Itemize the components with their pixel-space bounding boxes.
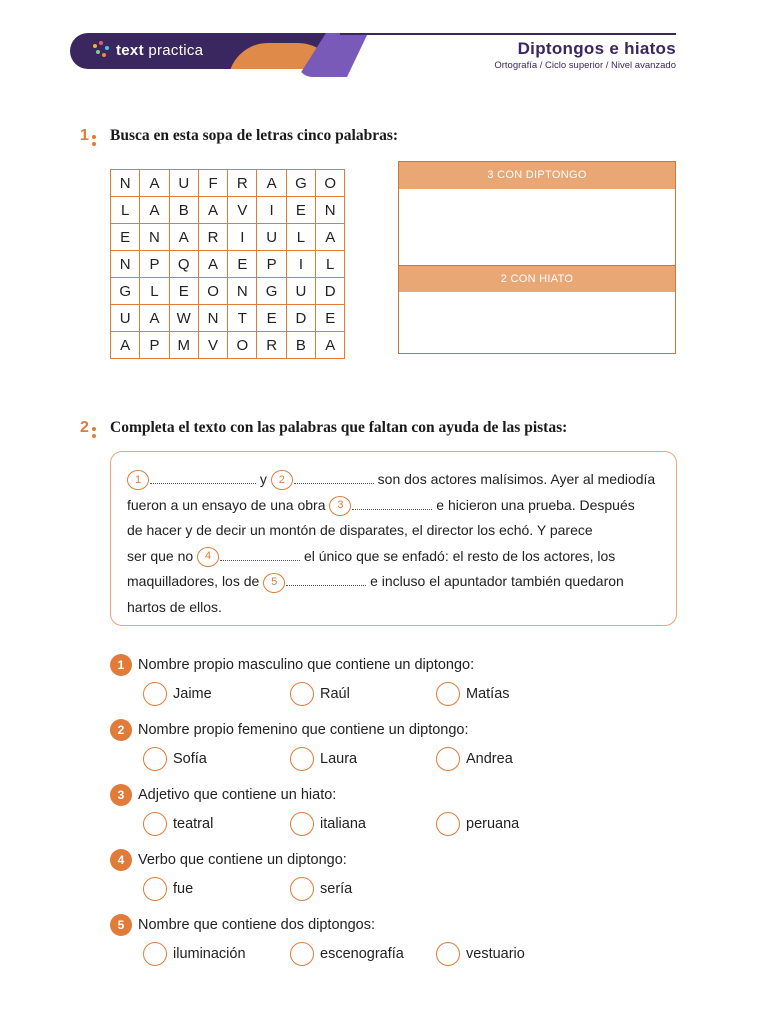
option-row: [110, 682, 680, 712]
grid-cell[interactable]: N: [198, 305, 227, 332]
radio-circle-icon[interactable]: [290, 812, 314, 836]
grid-cell[interactable]: T: [228, 305, 257, 332]
grid-cell[interactable]: P: [140, 332, 169, 359]
option[interactable]: [436, 747, 513, 771]
document-subtitle: Ortografía / Ciclo superior / Nivel avanzado: [494, 60, 676, 71]
grid-cell[interactable]: N: [140, 224, 169, 251]
question-number-badge: 5: [110, 914, 132, 936]
grid-cell[interactable]: R: [228, 170, 257, 197]
grid-cell[interactable]: A: [140, 197, 169, 224]
clue-marker-3: 3: [329, 496, 351, 516]
section-2-instruction: Completa el texto con las palabras que faltan con ayuda de las pistas:: [110, 419, 568, 436]
logo-mark-icon: [92, 41, 110, 59]
grid-cell[interactable]: A: [169, 224, 198, 251]
radio-circle-icon[interactable]: [436, 682, 460, 706]
option[interactable]: [290, 682, 350, 706]
option-label: iluminación: [173, 946, 246, 962]
option[interactable]: [143, 942, 246, 966]
grid-cell[interactable]: A: [198, 251, 227, 278]
option-label: vestuario: [466, 946, 525, 962]
title-block: [494, 39, 676, 71]
grid-cell[interactable]: V: [228, 197, 257, 224]
question-2: [110, 718, 680, 777]
blank-4[interactable]: [220, 548, 300, 561]
radio-circle-icon[interactable]: [143, 682, 167, 706]
question-prompt: Adjetivo que contiene un hiato:: [138, 787, 337, 803]
word-search-grid: [110, 169, 345, 359]
grid-cell[interactable]: B: [286, 332, 315, 359]
grid-cell[interactable]: E: [169, 278, 198, 305]
option-label: Matías: [466, 686, 510, 702]
grid-cell[interactable]: U: [111, 305, 140, 332]
question-prompt: Nombre que contiene dos diptongos:: [138, 917, 375, 933]
grid-cell[interactable]: B: [169, 197, 198, 224]
question-prompt: Nombre propio masculino que contiene un diptongo:: [138, 657, 475, 673]
grid-cell[interactable]: A: [316, 332, 345, 359]
radio-circle-icon[interactable]: [143, 877, 167, 901]
question-prompt: Verbo que contiene un diptongo:: [138, 852, 347, 868]
question-header: [110, 848, 680, 872]
grid-cell[interactable]: G: [257, 278, 286, 305]
radio-circle-icon[interactable]: [143, 747, 167, 771]
grid-row: [111, 170, 345, 197]
option[interactable]: [436, 682, 510, 706]
grid-cell[interactable]: E: [228, 251, 257, 278]
grid-cell[interactable]: E: [257, 305, 286, 332]
question-number-badge: 3: [110, 784, 132, 806]
grid-cell[interactable]: R: [198, 224, 227, 251]
grid-cell[interactable]: O: [316, 170, 345, 197]
logo-text: text practica: [116, 41, 204, 59]
grid-cell[interactable]: Q: [169, 251, 198, 278]
question-1: [110, 653, 680, 712]
grid-cell[interactable]: N: [228, 278, 257, 305]
grid-cell[interactable]: P: [257, 251, 286, 278]
grid-cell[interactable]: F: [198, 170, 227, 197]
grid-cell[interactable]: A: [140, 305, 169, 332]
option-row: [110, 942, 680, 972]
grid-row: [111, 197, 345, 224]
grid-cell[interactable]: I: [228, 224, 257, 251]
option-label: teatral: [173, 816, 214, 832]
option[interactable]: [290, 747, 357, 771]
option-label: peruana: [466, 816, 520, 832]
grid-cell[interactable]: G: [286, 170, 315, 197]
grid-cell[interactable]: L: [111, 197, 140, 224]
option-row: [110, 812, 680, 842]
grid-row: [111, 251, 345, 278]
grid-cell[interactable]: O: [198, 278, 227, 305]
radio-circle-icon[interactable]: [290, 942, 314, 966]
option[interactable]: [436, 812, 519, 836]
radio-circle-icon[interactable]: [436, 747, 460, 771]
grid-cell[interactable]: I: [257, 197, 286, 224]
hiato-answer-area[interactable]: [399, 292, 675, 353]
question-number-badge: 2: [110, 719, 132, 741]
clue-marker-5: 5: [263, 573, 285, 593]
question-header: [110, 718, 680, 742]
section-1-number: 1: [80, 127, 89, 144]
radio-circle-icon[interactable]: [436, 812, 460, 836]
diptongo-answer-header: 3 CON DIPTONGO: [399, 162, 675, 189]
page-header: [70, 33, 676, 77]
blank-3[interactable]: [352, 497, 432, 510]
grid-cell[interactable]: U: [286, 278, 315, 305]
question-header: [110, 913, 680, 937]
grid-cell[interactable]: W: [169, 305, 198, 332]
question-5: [110, 913, 680, 972]
section-1-instruction: Busca en esta sopa de letras cinco palabras:: [110, 127, 399, 144]
clue-marker-2: 2: [271, 470, 293, 490]
section-2-number: 2: [80, 419, 89, 436]
grid-cell[interactable]: N: [111, 251, 140, 278]
clue-marker-4: 4: [197, 547, 219, 567]
option[interactable]: [143, 877, 193, 901]
radio-circle-icon[interactable]: [290, 877, 314, 901]
grid-cell[interactable]: E: [111, 224, 140, 251]
radio-circle-icon[interactable]: [143, 812, 167, 836]
grid-row: [111, 305, 345, 332]
radio-circle-icon[interactable]: [436, 942, 460, 966]
option-row: [110, 747, 680, 777]
question-prompt: Nombre propio femenino que contiene un diptongo:: [138, 722, 469, 738]
option-label: escenografía: [320, 946, 404, 962]
grid-row: [111, 224, 345, 251]
question-number-badge: 4: [110, 849, 132, 871]
grid-cell[interactable]: A: [198, 197, 227, 224]
cloze-text-box: [110, 451, 677, 626]
grid-cell[interactable]: N: [316, 197, 345, 224]
grid-cell[interactable]: A: [140, 170, 169, 197]
logo: [92, 41, 203, 59]
grid-row: [111, 332, 345, 359]
option[interactable]: [143, 812, 213, 836]
grid-cell[interactable]: G: [111, 278, 140, 305]
grid-cell[interactable]: D: [316, 278, 345, 305]
radio-circle-icon[interactable]: [290, 747, 314, 771]
grid-cell[interactable]: O: [228, 332, 257, 359]
grid-cell[interactable]: U: [257, 224, 286, 251]
question-3: [110, 783, 680, 842]
blank-1[interactable]: [150, 471, 256, 484]
radio-circle-icon[interactable]: [143, 942, 167, 966]
blank-2[interactable]: [294, 471, 374, 484]
grid-cell[interactable]: L: [140, 278, 169, 305]
grid-cell[interactable]: A: [111, 332, 140, 359]
cloze-paragraph: 1 y 2 son dos actores malísimos. Ayer al mediodía fueron a un ensayo de una obra 3 e hicieron una prueba. Después de hacer y de decir un montón de disparates, el director los echó. Y parece ser que no 4 el único que se enfadó: el resto de los actores, los maquilladores, los de 5 e incluso el apuntador también quedaron hartos de ellos.: [127, 471, 656, 615]
option-label: fue: [173, 881, 194, 897]
diptongo-answer-area[interactable]: [399, 189, 675, 265]
option[interactable]: [143, 682, 212, 706]
option-row: [110, 877, 680, 907]
option[interactable]: [436, 942, 525, 966]
radio-circle-icon[interactable]: [290, 682, 314, 706]
grid-cell[interactable]: P: [140, 251, 169, 278]
option[interactable]: [143, 747, 207, 771]
grid-row: [111, 278, 345, 305]
option[interactable]: [290, 942, 404, 966]
option-label: Laura: [320, 751, 358, 767]
question-header: [110, 653, 680, 677]
option[interactable]: [290, 812, 366, 836]
option[interactable]: [290, 877, 352, 901]
blank-5[interactable]: [286, 573, 366, 586]
grid-cell[interactable]: D: [286, 305, 315, 332]
document-title: Diptongos e hiatos: [517, 39, 676, 58]
clue-marker-1: 1: [127, 470, 149, 490]
grid-cell[interactable]: L: [316, 251, 345, 278]
option-label: Raúl: [320, 686, 350, 702]
grid-cell[interactable]: M: [169, 332, 198, 359]
question-header: [110, 783, 680, 807]
grid-cell[interactable]: L: [286, 224, 315, 251]
option-label: italiana: [320, 816, 366, 832]
option-label: sería: [320, 881, 353, 897]
grid-cell[interactable]: A: [257, 170, 286, 197]
diptongo-answer-box[interactable]: [398, 161, 676, 354]
option-label: Andrea: [466, 751, 513, 767]
question-4: [110, 848, 680, 907]
hiato-answer-header: 2 CON HIATO: [399, 265, 675, 292]
option-label: Jaime: [173, 686, 212, 702]
grid-cell[interactable]: N: [111, 170, 140, 197]
grid-cell[interactable]: U: [169, 170, 198, 197]
header-rule: [340, 33, 676, 35]
grid-cell[interactable]: E: [286, 197, 315, 224]
option-label: Sofía: [173, 751, 207, 767]
question-number-badge: 1: [110, 654, 132, 676]
grid-cell[interactable]: V: [198, 332, 227, 359]
grid-cell[interactable]: R: [257, 332, 286, 359]
grid-cell[interactable]: A: [316, 224, 345, 251]
grid-cell[interactable]: I: [286, 251, 315, 278]
grid-cell[interactable]: E: [316, 305, 345, 332]
